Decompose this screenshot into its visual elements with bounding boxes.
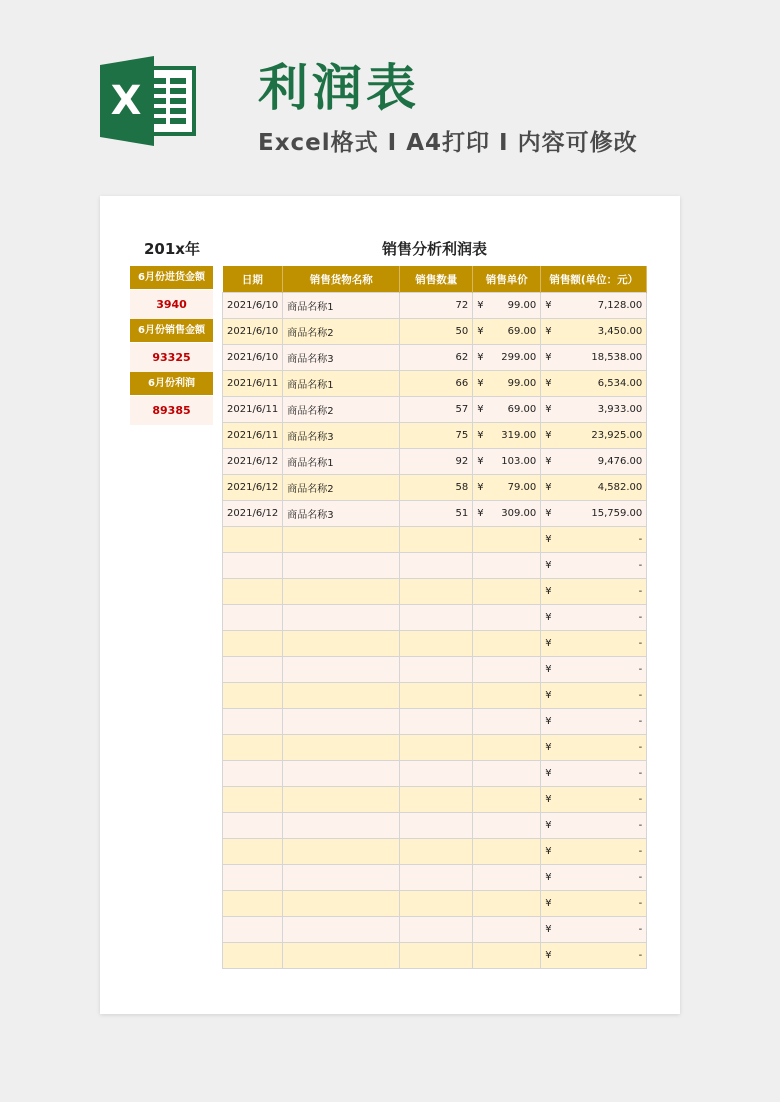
cell-date[interactable]: 2021/6/12 bbox=[223, 449, 283, 475]
cell-sales-amount[interactable] bbox=[541, 787, 647, 813]
excel-logo-icon bbox=[100, 56, 198, 146]
cell-sales-amount[interactable] bbox=[541, 501, 647, 527]
amount-value: 3,450.00 bbox=[597, 326, 643, 337]
cell-sales-amount[interactable] bbox=[541, 293, 647, 319]
cell-item-name[interactable]: 商品名称1 bbox=[283, 449, 400, 475]
cell-date[interactable] bbox=[223, 943, 283, 969]
cell-date[interactable] bbox=[223, 579, 283, 605]
table-row bbox=[223, 319, 647, 345]
cell-date[interactable] bbox=[223, 839, 283, 865]
cell-quantity[interactable] bbox=[400, 631, 473, 657]
price-value: 79.00 bbox=[507, 482, 537, 493]
cell-unit-price[interactable] bbox=[473, 813, 541, 839]
cell-unit-price[interactable] bbox=[473, 397, 541, 423]
table-row bbox=[223, 683, 647, 709]
cell-unit-price[interactable] bbox=[473, 579, 541, 605]
table-row bbox=[223, 579, 647, 605]
cell-item-name[interactable]: 商品名称3 bbox=[283, 423, 400, 449]
cell-item-name[interactable]: 商品名称1 bbox=[283, 293, 400, 319]
cell-item-name[interactable] bbox=[283, 735, 400, 761]
currency-symbol: ¥ bbox=[545, 456, 552, 467]
amount-value: 6,534.00 bbox=[597, 378, 643, 389]
cell-quantity[interactable]: 92 bbox=[400, 449, 473, 475]
cell-unit-price[interactable] bbox=[473, 449, 541, 475]
cell-date[interactable] bbox=[223, 917, 283, 943]
table-row bbox=[223, 397, 647, 423]
currency-symbol: ¥ bbox=[545, 872, 552, 883]
cell-date[interactable]: 2021/6/10 bbox=[223, 293, 283, 319]
table-row bbox=[223, 423, 647, 449]
table-row bbox=[223, 839, 647, 865]
currency-symbol: ¥ bbox=[545, 430, 552, 441]
cell-unit-price[interactable] bbox=[473, 787, 541, 813]
cell-unit-price[interactable] bbox=[473, 371, 541, 397]
cell-item-name[interactable] bbox=[283, 865, 400, 891]
table-row bbox=[223, 943, 647, 969]
cell-date[interactable] bbox=[223, 787, 283, 813]
cell-quantity[interactable] bbox=[400, 553, 473, 579]
cell-item-name[interactable]: 商品名称2 bbox=[283, 319, 400, 345]
cell-sales-amount[interactable] bbox=[541, 423, 647, 449]
cell-sales-amount[interactable] bbox=[541, 657, 647, 683]
cell-sales-amount[interactable] bbox=[541, 865, 647, 891]
cell-quantity[interactable] bbox=[400, 579, 473, 605]
currency-symbol: ¥ bbox=[545, 716, 552, 727]
price-value: 319.00 bbox=[501, 430, 537, 441]
cell-quantity[interactable] bbox=[400, 657, 473, 683]
cell-date[interactable]: 2021/6/11 bbox=[223, 371, 283, 397]
cell-quantity[interactable]: 51 bbox=[400, 501, 473, 527]
currency-symbol: ¥ bbox=[477, 430, 484, 441]
currency-symbol: ¥ bbox=[545, 612, 552, 623]
cell-unit-price[interactable] bbox=[473, 735, 541, 761]
cell-unit-price[interactable] bbox=[473, 943, 541, 969]
cell-date[interactable]: 2021/6/12 bbox=[223, 475, 283, 501]
table-row bbox=[223, 761, 647, 787]
cell-quantity[interactable] bbox=[400, 787, 473, 813]
currency-symbol: ¥ bbox=[545, 742, 552, 753]
logo-letter: X bbox=[110, 78, 142, 124]
cell-item-name[interactable] bbox=[283, 761, 400, 787]
price-value: 309.00 bbox=[501, 508, 537, 519]
cell-sales-amount[interactable] bbox=[541, 345, 647, 371]
cell-date[interactable] bbox=[223, 735, 283, 761]
column-header-date[interactable]: 日期 bbox=[223, 266, 283, 293]
summary-label-profit[interactable]: 6月份利润 bbox=[130, 372, 213, 395]
table-row bbox=[223, 527, 647, 553]
cell-item-name[interactable]: 商品名称3 bbox=[283, 501, 400, 527]
cell-unit-price[interactable] bbox=[473, 683, 541, 709]
cell-sales-amount[interactable] bbox=[541, 605, 647, 631]
currency-symbol: ¥ bbox=[477, 456, 484, 467]
cell-unit-price[interactable] bbox=[473, 865, 541, 891]
summary-value-profit[interactable]: 89385 bbox=[130, 396, 213, 425]
amount-value: 18,538.00 bbox=[591, 352, 643, 363]
empty-amount-dash: - bbox=[638, 534, 643, 545]
currency-symbol: ¥ bbox=[545, 560, 552, 571]
cell-sales-amount[interactable] bbox=[541, 553, 647, 579]
empty-amount-dash: - bbox=[638, 820, 643, 831]
column-header-item[interactable]: 销售货物名称 bbox=[283, 266, 400, 293]
table-header-row bbox=[223, 266, 647, 293]
cell-sales-amount[interactable] bbox=[541, 891, 647, 917]
currency-symbol: ¥ bbox=[477, 326, 484, 337]
amount-value: 4,582.00 bbox=[597, 482, 643, 493]
cell-sales-amount[interactable] bbox=[541, 397, 647, 423]
cell-item-name[interactable]: 商品名称2 bbox=[283, 397, 400, 423]
currency-symbol: ¥ bbox=[545, 300, 552, 311]
sheet-title: 销售分析利润表 bbox=[381, 240, 487, 258]
price-value: 99.00 bbox=[507, 300, 537, 311]
empty-amount-dash: - bbox=[638, 560, 643, 571]
cell-item-name[interactable] bbox=[283, 839, 400, 865]
cell-item-name[interactable] bbox=[283, 631, 400, 657]
currency-symbol: ¥ bbox=[545, 846, 552, 857]
table-row bbox=[223, 891, 647, 917]
cell-quantity[interactable]: 50 bbox=[400, 319, 473, 345]
currency-symbol: ¥ bbox=[477, 300, 484, 311]
currency-symbol: ¥ bbox=[545, 404, 552, 415]
empty-amount-dash: - bbox=[638, 872, 643, 883]
table-row bbox=[223, 293, 647, 319]
currency-symbol: ¥ bbox=[477, 352, 484, 363]
cell-date[interactable]: 2021/6/11 bbox=[223, 423, 283, 449]
cell-unit-price[interactable] bbox=[473, 475, 541, 501]
page-title: 利润表 bbox=[258, 59, 420, 117]
cell-sales-amount[interactable] bbox=[541, 631, 647, 657]
cell-quantity[interactable] bbox=[400, 943, 473, 969]
empty-amount-dash: - bbox=[638, 690, 643, 701]
cell-item-name[interactable] bbox=[283, 683, 400, 709]
currency-symbol: ¥ bbox=[545, 820, 552, 831]
cell-item-name[interactable] bbox=[283, 787, 400, 813]
cell-quantity[interactable] bbox=[400, 813, 473, 839]
table-row bbox=[223, 787, 647, 813]
price-value: 99.00 bbox=[507, 378, 537, 389]
cell-sales-amount[interactable] bbox=[541, 475, 647, 501]
cell-date[interactable] bbox=[223, 553, 283, 579]
cell-item-name[interactable]: 商品名称1 bbox=[283, 371, 400, 397]
empty-amount-dash: - bbox=[638, 846, 643, 857]
cell-date[interactable]: 2021/6/10 bbox=[223, 319, 283, 345]
cell-item-name[interactable] bbox=[283, 943, 400, 969]
cell-quantity[interactable] bbox=[400, 709, 473, 735]
cell-quantity[interactable]: 66 bbox=[400, 371, 473, 397]
price-value: 69.00 bbox=[507, 404, 537, 415]
table-row bbox=[223, 605, 647, 631]
currency-symbol: ¥ bbox=[545, 326, 552, 337]
cell-date[interactable] bbox=[223, 657, 283, 683]
currency-symbol: ¥ bbox=[545, 534, 552, 545]
summary-value-sales[interactable]: 93325 bbox=[130, 343, 213, 372]
cell-sales-amount[interactable] bbox=[541, 943, 647, 969]
currency-symbol: ¥ bbox=[545, 950, 552, 961]
table-row bbox=[223, 371, 647, 397]
cell-date[interactable]: 2021/6/12 bbox=[223, 501, 283, 527]
table-row bbox=[223, 631, 647, 657]
cell-date[interactable] bbox=[223, 527, 283, 553]
cell-quantity[interactable] bbox=[400, 527, 473, 553]
empty-amount-dash: - bbox=[638, 586, 643, 597]
summary-label-purchase[interactable]: 6月份进货金额 bbox=[130, 266, 213, 289]
table-body bbox=[223, 293, 647, 969]
cell-date[interactable] bbox=[223, 709, 283, 735]
cell-sales-amount[interactable] bbox=[541, 813, 647, 839]
currency-symbol: ¥ bbox=[545, 768, 552, 779]
currency-symbol: ¥ bbox=[545, 924, 552, 935]
empty-amount-dash: - bbox=[638, 768, 643, 779]
table-row bbox=[223, 553, 647, 579]
cell-sales-amount[interactable] bbox=[541, 761, 647, 787]
year-label: 201x年 bbox=[144, 240, 200, 258]
empty-amount-dash: - bbox=[638, 612, 643, 623]
cell-date[interactable] bbox=[223, 761, 283, 787]
cell-date[interactable] bbox=[223, 865, 283, 891]
currency-symbol: ¥ bbox=[545, 586, 552, 597]
column-header-amount[interactable]: 销售额(单位：元） bbox=[541, 266, 647, 293]
cell-unit-price[interactable] bbox=[473, 761, 541, 787]
cell-quantity[interactable] bbox=[400, 839, 473, 865]
cell-quantity[interactable] bbox=[400, 605, 473, 631]
summary-label-sales[interactable]: 6月份销售金额 bbox=[130, 319, 213, 342]
currency-symbol: ¥ bbox=[477, 508, 484, 519]
currency-symbol: ¥ bbox=[477, 378, 484, 389]
cell-item-name[interactable] bbox=[283, 527, 400, 553]
cell-unit-price[interactable] bbox=[473, 553, 541, 579]
cell-quantity[interactable] bbox=[400, 735, 473, 761]
cell-sales-amount[interactable] bbox=[541, 579, 647, 605]
cell-unit-price[interactable] bbox=[473, 319, 541, 345]
table-row bbox=[223, 735, 647, 761]
cell-item-name[interactable] bbox=[283, 553, 400, 579]
empty-amount-dash: - bbox=[638, 950, 643, 961]
sales-table bbox=[222, 266, 647, 969]
currency-symbol: ¥ bbox=[477, 482, 484, 493]
cell-item-name[interactable] bbox=[283, 917, 400, 943]
cell-item-name[interactable] bbox=[283, 605, 400, 631]
cell-item-name[interactable] bbox=[283, 579, 400, 605]
spreadsheet-page bbox=[100, 196, 680, 1014]
cell-unit-price[interactable] bbox=[473, 839, 541, 865]
price-value: 299.00 bbox=[501, 352, 537, 363]
cell-quantity[interactable]: 72 bbox=[400, 293, 473, 319]
cell-unit-price[interactable] bbox=[473, 293, 541, 319]
cell-date[interactable] bbox=[223, 813, 283, 839]
cell-sales-amount[interactable] bbox=[541, 917, 647, 943]
table-row bbox=[223, 709, 647, 735]
table-row bbox=[223, 501, 647, 527]
cell-unit-price[interactable] bbox=[473, 709, 541, 735]
currency-symbol: ¥ bbox=[545, 508, 552, 519]
currency-symbol: ¥ bbox=[477, 404, 484, 415]
cell-quantity[interactable]: 75 bbox=[400, 423, 473, 449]
amount-value: 15,759.00 bbox=[591, 508, 643, 519]
currency-symbol: ¥ bbox=[545, 482, 552, 493]
cell-unit-price[interactable] bbox=[473, 527, 541, 553]
cell-sales-amount[interactable] bbox=[541, 449, 647, 475]
empty-amount-dash: - bbox=[638, 716, 643, 727]
cell-quantity[interactable]: 57 bbox=[400, 397, 473, 423]
table-row bbox=[223, 657, 647, 683]
empty-amount-dash: - bbox=[638, 638, 643, 649]
amount-value: 3,933.00 bbox=[597, 404, 643, 415]
empty-amount-dash: - bbox=[638, 664, 643, 675]
banner bbox=[0, 0, 780, 180]
cell-unit-price[interactable] bbox=[473, 631, 541, 657]
cell-unit-price[interactable] bbox=[473, 605, 541, 631]
cell-item-name[interactable] bbox=[283, 709, 400, 735]
cell-unit-price[interactable] bbox=[473, 891, 541, 917]
empty-amount-dash: - bbox=[638, 794, 643, 805]
cell-date[interactable] bbox=[223, 891, 283, 917]
currency-symbol: ¥ bbox=[545, 638, 552, 649]
cell-quantity[interactable] bbox=[400, 761, 473, 787]
column-header-qty[interactable]: 销售数量 bbox=[400, 266, 473, 293]
cell-unit-price[interactable] bbox=[473, 917, 541, 943]
amount-value: 9,476.00 bbox=[597, 456, 643, 467]
amount-value: 7,128.00 bbox=[597, 300, 643, 311]
empty-amount-dash: - bbox=[638, 898, 643, 909]
table-row bbox=[223, 813, 647, 839]
cell-quantity[interactable]: 62 bbox=[400, 345, 473, 371]
table-row bbox=[223, 449, 647, 475]
cell-quantity[interactable]: 58 bbox=[400, 475, 473, 501]
cell-date[interactable]: 2021/6/10 bbox=[223, 345, 283, 371]
currency-symbol: ¥ bbox=[545, 690, 552, 701]
cell-date[interactable] bbox=[223, 631, 283, 657]
currency-symbol: ¥ bbox=[545, 794, 552, 805]
summary-value-purchase[interactable]: 3940 bbox=[130, 290, 213, 319]
cell-sales-amount[interactable] bbox=[541, 319, 647, 345]
currency-symbol: ¥ bbox=[545, 352, 552, 363]
cell-sales-amount[interactable] bbox=[541, 839, 647, 865]
column-header-price[interactable]: 销售单价 bbox=[473, 266, 541, 293]
cell-sales-amount[interactable] bbox=[541, 371, 647, 397]
table-row bbox=[223, 865, 647, 891]
currency-symbol: ¥ bbox=[545, 378, 552, 389]
table-row bbox=[223, 475, 647, 501]
cell-quantity[interactable] bbox=[400, 683, 473, 709]
cell-date[interactable] bbox=[223, 605, 283, 631]
cell-item-name[interactable] bbox=[283, 657, 400, 683]
cell-unit-price[interactable] bbox=[473, 657, 541, 683]
cell-sales-amount[interactable] bbox=[541, 527, 647, 553]
currency-symbol: ¥ bbox=[545, 664, 552, 675]
cell-sales-amount[interactable] bbox=[541, 735, 647, 761]
price-value: 103.00 bbox=[501, 456, 537, 467]
price-value: 69.00 bbox=[507, 326, 537, 337]
cell-unit-price[interactable] bbox=[473, 501, 541, 527]
table-row bbox=[223, 917, 647, 943]
cell-unit-price[interactable] bbox=[473, 345, 541, 371]
cell-date[interactable]: 2021/6/11 bbox=[223, 397, 283, 423]
cell-item-name[interactable]: 商品名称3 bbox=[283, 345, 400, 371]
empty-amount-dash: - bbox=[638, 924, 643, 935]
cell-sales-amount[interactable] bbox=[541, 709, 647, 735]
currency-symbol: ¥ bbox=[545, 898, 552, 909]
cell-sales-amount[interactable] bbox=[541, 683, 647, 709]
empty-amount-dash: - bbox=[638, 742, 643, 753]
cell-quantity[interactable] bbox=[400, 917, 473, 943]
cell-item-name[interactable] bbox=[283, 813, 400, 839]
cell-item-name[interactable] bbox=[283, 891, 400, 917]
table-row bbox=[223, 345, 647, 371]
cell-date[interactable] bbox=[223, 683, 283, 709]
cell-quantity[interactable] bbox=[400, 865, 473, 891]
cell-item-name[interactable]: 商品名称2 bbox=[283, 475, 400, 501]
amount-value: 23,925.00 bbox=[591, 430, 643, 441]
cell-quantity[interactable] bbox=[400, 891, 473, 917]
page-subtitle: Excel格式 I A4打印 I 内容可修改 bbox=[258, 130, 638, 156]
cell-unit-price[interactable] bbox=[473, 423, 541, 449]
